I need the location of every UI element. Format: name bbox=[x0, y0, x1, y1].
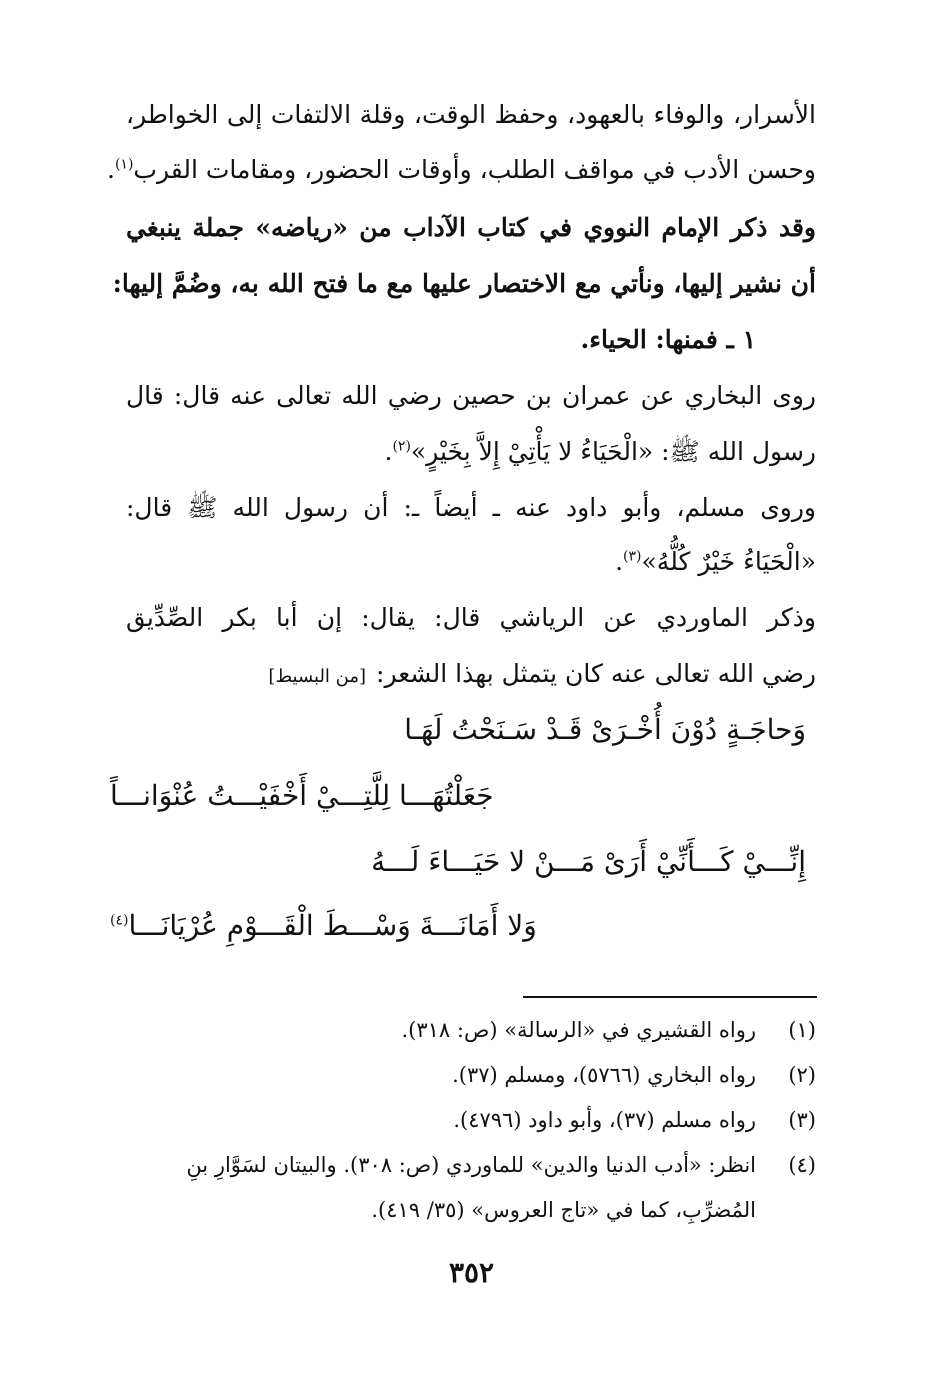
verse-1 bbox=[404, 708, 806, 752]
footnote-1-number: (١) bbox=[788, 1018, 816, 1042]
end-punct: . bbox=[384, 437, 393, 466]
footnote-4 bbox=[116, 1147, 816, 1183]
footnote-ref-3[interactable]: (٣) bbox=[623, 548, 642, 565]
footnote-ref-1[interactable]: (١) bbox=[114, 156, 134, 173]
body-line-1 bbox=[126, 95, 816, 135]
body-line-3-text: وقد ذكر الإمام النووي في كتاب الآداب من «رياضه» جملة ينبغي bbox=[126, 213, 816, 242]
body-line-6 bbox=[126, 376, 816, 416]
verse-3 bbox=[371, 840, 806, 884]
body-line-7 bbox=[126, 432, 816, 472]
body-line-2 bbox=[106, 150, 816, 190]
body-line-3 bbox=[126, 208, 816, 248]
body-line-4 bbox=[112, 264, 816, 304]
body-line-4-text: أن نشير إليها، ونأتي مع الاختصار عليها مع ما فتح الله به، وضُمَّ إليها: bbox=[112, 269, 816, 298]
body-line-6-text: روى البخاري عن عمران بن حصين رضي الله تعالى عنه قال: قال bbox=[126, 381, 816, 410]
body-line-7-text: رسول الله ﷺ: «الْحَيَاءُ لا يَأْتِيْ إِلاَّ بِخَيْرٍ» bbox=[410, 437, 816, 466]
body-line-9 bbox=[126, 542, 816, 582]
body-line-2-text: وحسن الأدب في مواقف الطلب، وأوقات الحضور، ومقامات القرب bbox=[133, 155, 816, 184]
end-punct: . bbox=[615, 547, 624, 576]
footnote-ref-4[interactable]: (٤) bbox=[110, 912, 129, 929]
verse-1-text: وَحاجَـةٍ دُوْنَ أُخْـرَىْ قَـدْ سَـنَحْتُ لَهَـا bbox=[404, 713, 806, 746]
poetic-meter-label: [من البسيط] bbox=[268, 666, 367, 687]
verse-4 bbox=[110, 904, 537, 948]
page-number: ٣٥٢ bbox=[448, 1256, 495, 1289]
body-line-10 bbox=[126, 598, 816, 638]
body-line-11 bbox=[126, 654, 816, 697]
verse-3-text: إِنِّـــيْ كَـــأَنِّيْ أَرَىْ مَـــنْ لا حَيَـــاءَ لَـــهُ bbox=[371, 845, 806, 878]
footnote-2 bbox=[116, 1057, 816, 1093]
section-heading-text: ١ ـ فمنها: الحياء. bbox=[580, 325, 756, 354]
footnote-3 bbox=[116, 1102, 816, 1138]
footnote-separator bbox=[523, 996, 817, 998]
footnote-3-text: رواه مسلم (٣٧)، وأبو داود (٤٧٩٦). bbox=[453, 1108, 756, 1132]
verse-2-text: جَعَلْتُهَـــا لِلَّتِـــيْ أَخْفَيْـــتُ عُنْوَانـــاً bbox=[110, 779, 494, 812]
body-line-8-text: وروى مسلم، وأبو داود عنه ـ أيضاً ـ: أن رسول الله ﷺ قال: bbox=[126, 493, 816, 522]
footnote-4-continuation bbox=[116, 1192, 756, 1228]
end-punct: . bbox=[106, 155, 115, 184]
footnote-1-text: رواه القشيري في «الرسالة» (ص: ٣١٨). bbox=[401, 1018, 756, 1042]
footnote-1 bbox=[116, 1012, 816, 1048]
body-line-1-text: الأسرار، والوفاء بالعهود، وحفظ الوقت، وقلة الالتفات إلى الخواطر، bbox=[126, 100, 816, 129]
verse-2 bbox=[110, 774, 494, 818]
body-line-9-text: «الْحَيَاءُ خَيْرٌ كُلُّهُ» bbox=[641, 547, 816, 576]
footnote-4-text: انظر: «أدب الدنيا والدين» للماوردي (ص: ٣٠٨). والبيتان لسَوَّارِ بنِ bbox=[186, 1153, 756, 1177]
footnote-ref-2[interactable]: (٢) bbox=[392, 438, 411, 455]
section-heading bbox=[126, 320, 756, 360]
footnote-4-continuation-text: المُضرِّبِ، كما في «تاج العروس» (٣٥/ ٤١٩). bbox=[371, 1198, 756, 1222]
footnote-2-number: (٢) bbox=[788, 1063, 816, 1087]
footnote-3-number: (٣) bbox=[788, 1108, 816, 1132]
body-line-10-text: وذكر الماوردي عن الرياشي قال: يقال: إن أبا بكر الصِّدِّيق bbox=[126, 603, 816, 632]
body-line-8 bbox=[126, 488, 816, 528]
footnote-4-number: (٤) bbox=[788, 1153, 816, 1177]
footnote-2-text: رواه البخاري (٥٧٦٦)، ومسلم (٣٧). bbox=[452, 1063, 756, 1087]
verse-4-text: وَلا أَمَانَـــةَ وَسْـــطَ الْقَـــوْمِ عُرْيَانَـــا bbox=[128, 909, 537, 942]
body-line-11-text: رضي الله تعالى عنه كان يتمثل بهذا الشعر: bbox=[376, 659, 816, 688]
